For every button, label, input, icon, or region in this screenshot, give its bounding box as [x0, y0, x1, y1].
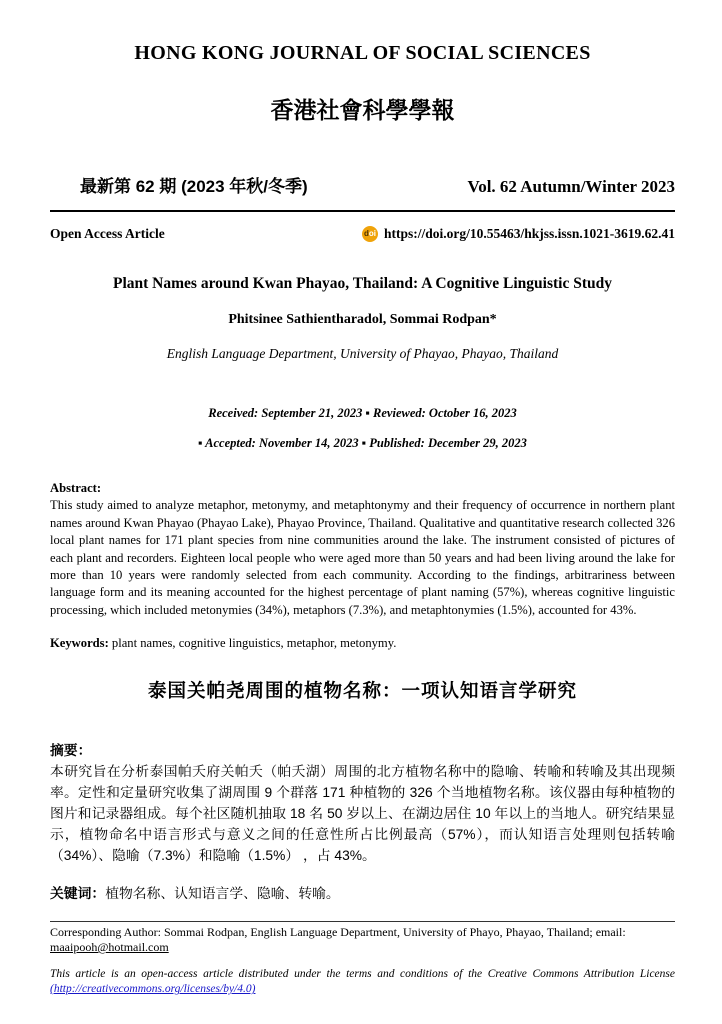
email-link[interactable]: maaipooh@hotmail.com [50, 940, 169, 955]
article-title-zh: 泰国关帕尧周围的植物名称：一项认知语言学研究 [147, 679, 577, 701]
keywords-zh-line [50, 883, 675, 904]
keywords-en-text: plant names, cognitive linguistics, metaphor, metonymy. [108, 636, 397, 651]
header-divider [50, 210, 675, 212]
abstract-zh-section [50, 740, 675, 904]
corresponding-author-line [50, 925, 675, 956]
dates-line-2: ▪ Accepted: November 14, 2023 ▪ Published: December 29, 2023 [198, 436, 527, 450]
keywords-zh-label: 关键词： [50, 885, 106, 901]
doi-icon: d oi [362, 226, 378, 242]
license-link[interactable]: (http://creativecommons.org/licenses/by/4.0) [50, 983, 256, 996]
article-title-en: Plant Names around Kwan Phayao, Thailand: A Cognitive Linguistic Study [113, 275, 612, 292]
issue-label-en: Vol. 62 Autumn/Winter 2023 [467, 177, 675, 196]
abstract-en-body: This study aimed to analyze metaphor, metonymy, and metaphtonymy and their frequency of occurrence in northern plant names around Kwan Phayao (Phayao Lake), Phayao Province, Thailand. Qualitative and quantitative research collected 326 local plant names for 171 plant species from nine communities around the lake. The instrument consisted of pictures of each plant and recorders. Eighteen local people who were aged more than 50 years and had been living around the lake for more than 10 years were randomly selected from each community. According to the findings, arbitrariness between language form and its meaning accounted for the highest percentage of plant naming (57%), whereas cognitive linguistic processing, which included metonymies (34%), metaphors (7.3%), and metaphtonymies (1.5%), accounted for 43%. [50, 498, 675, 617]
footer-block [50, 921, 675, 998]
journal-title-zh: 香港社會科學學報 [270, 97, 455, 123]
dates-line-1: Received: September 21, 2023 ▪ Reviewed: October 16, 2023 [208, 406, 517, 420]
journal-header [50, 42, 675, 242]
issue-label-zh: 最新第 62 期 (2023 年秋/冬季) [80, 177, 308, 196]
issue-row [50, 172, 675, 197]
abstract-en-section [50, 480, 675, 653]
keywords-en-line [50, 635, 675, 652]
doi-group [362, 226, 675, 242]
corresponding-author-text: Corresponding Author: Sommai Rodpan, English Language Department, University of Phayo, Phayao, Thailand; email: [50, 924, 626, 939]
meta-row [50, 226, 675, 242]
abstract-en-label: Abstract: [50, 481, 102, 495]
affiliation-line: English Language Department, University of Phayao, Phayao, Thailand [166, 346, 559, 361]
license-text: This article is an open-access article distributed under the terms and conditions of the Creative Commons Attribution License [50, 967, 675, 980]
abstract-zh-body: 本研究旨在分析泰国帕夭府关帕夭（帕夭湖）周围的北方植物名称中的隐喻、转喻和转喻及其出现频率。定性和定量研究收集了湖周围 9 个群落 171 种植物的 326 个当地植物名称。该仪器由每种植物的图片和记录器组成。每个社区随机抽取 18 名 50 岁以上、在湖边居住 10 年以上的当地人。研究结果显示，植物命名中语言形式与意义之间的任意性所占比例最高（57%），而认知语言处理则包括转喻（34%）、隐喻（7.3%）和隐喻（1.5%） ，占 43%。 [50, 763, 675, 863]
dates-block [50, 406, 675, 451]
authors-line: Phitsinee Sathientharadol, Sommai Rodpan* [228, 312, 497, 327]
doi-link[interactable]: https://doi.org/10.55463/hkjss.issn.1021-3619.62.41 [383, 226, 675, 241]
journal-title-en: HONG KONG JOURNAL OF SOCIAL SCIENCES [134, 42, 591, 64]
keywords-zh-text: 植物名称、认知语言学、隐喻、转喻。 [105, 885, 340, 901]
footer-divider [50, 921, 675, 922]
abstract-zh-label: 摘要： [50, 742, 92, 758]
license-line [50, 967, 675, 998]
open-access-label: Open Access Article [50, 226, 165, 241]
keywords-en-label: Keywords: [50, 636, 109, 651]
